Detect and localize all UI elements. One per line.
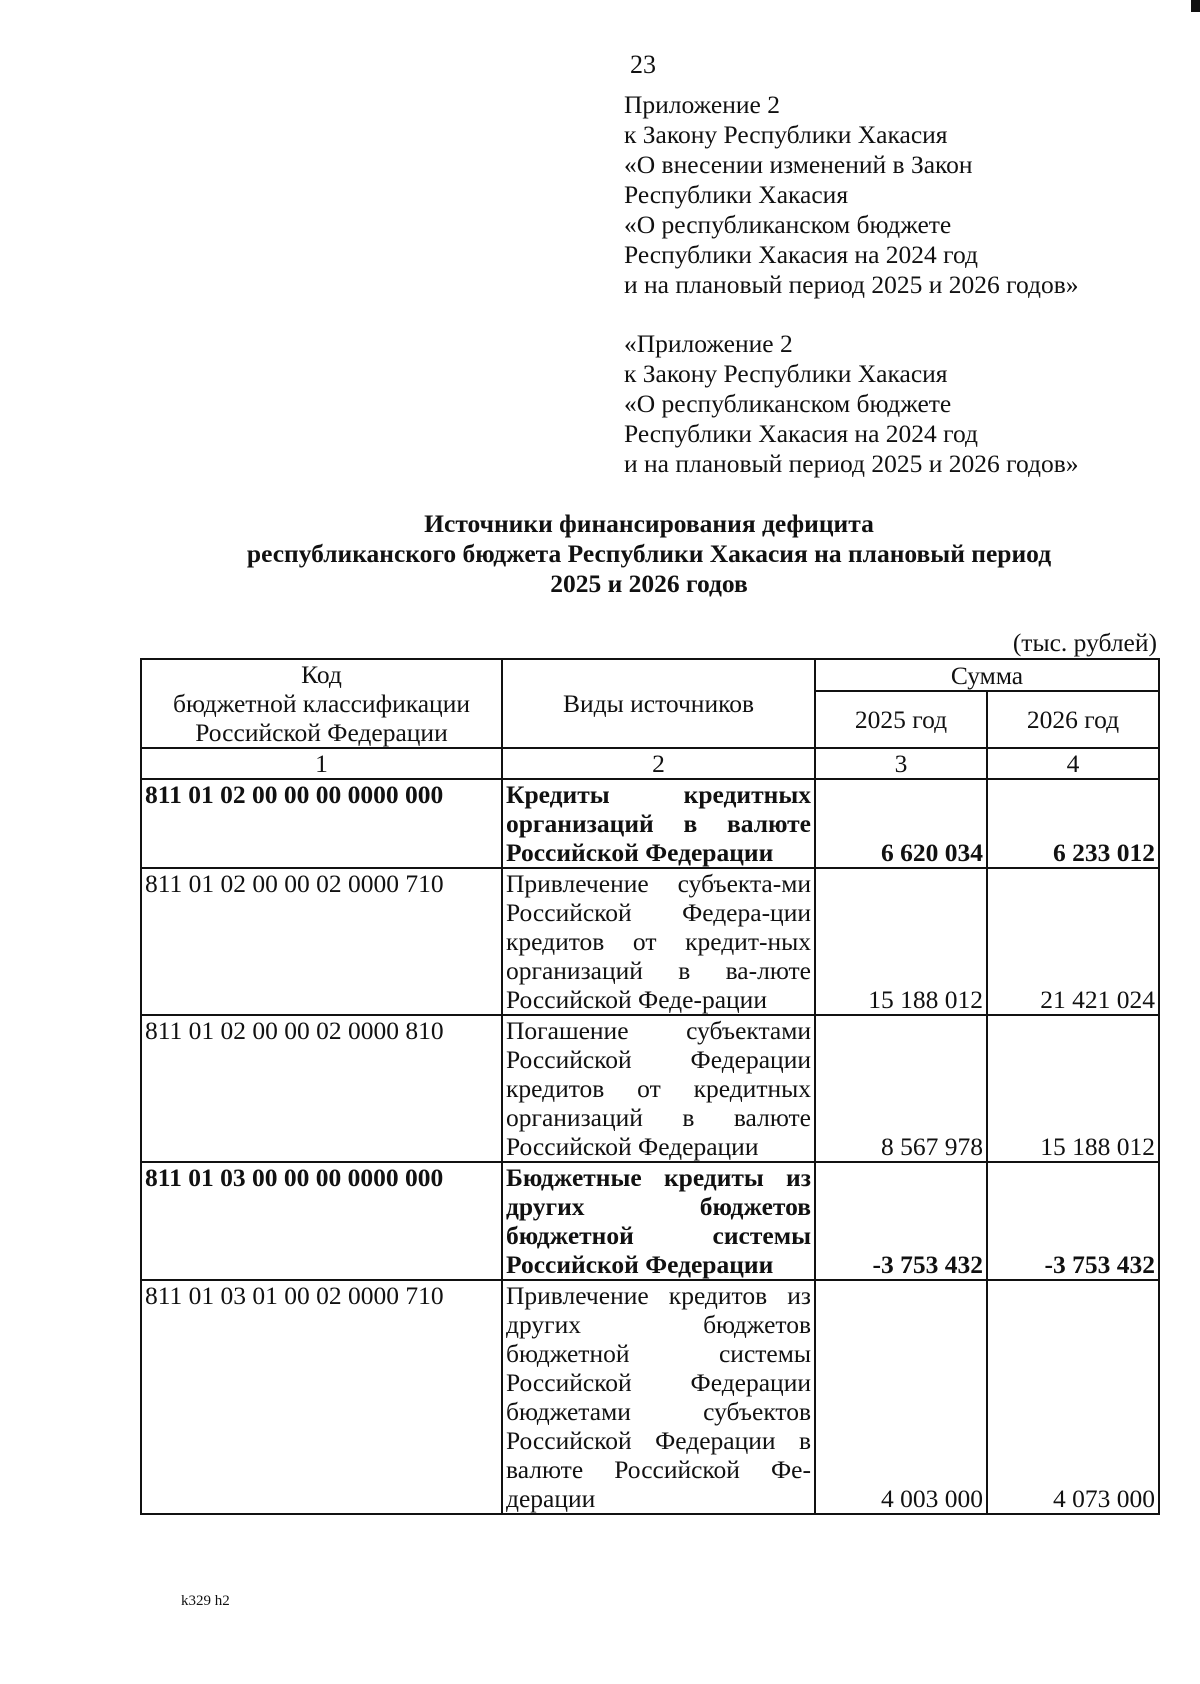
header-types: Виды источников <box>502 659 815 748</box>
row-amount-2026: 4 073 000 <box>987 1280 1159 1514</box>
header-code-line: Российской Федерации <box>195 718 448 747</box>
title-line: республиканского бюджета Республики Хакасия на плановый период <box>246 539 1052 568</box>
table-row <box>141 868 1159 1015</box>
inner-annex-line: «О республиканском бюджете <box>624 389 952 418</box>
table-row <box>141 1015 1159 1162</box>
row-amount-2026: 6 233 012 <box>987 779 1159 868</box>
table-row <box>141 1280 1159 1514</box>
document-title <box>140 509 1158 599</box>
title-line: 2025 и 2026 годов <box>550 569 748 598</box>
column-number: 4 <box>987 748 1159 779</box>
inner-annex-line: к Закону Республики Хакасия <box>624 359 948 388</box>
inner-annex-line: Республики Хакасия на 2024 год <box>624 419 978 448</box>
row-description: Кредиты кредитных организаций в валюте Российской Федерации <box>502 779 815 868</box>
annex-block <box>624 90 1079 479</box>
column-numbers-row <box>141 748 1159 779</box>
row-amount-2025: 4 003 000 <box>815 1280 987 1514</box>
row-amount-2026: 15 188 012 <box>987 1015 1159 1162</box>
row-amount-2025: 8 567 978 <box>815 1015 987 1162</box>
page-number: 23 <box>630 50 656 79</box>
header-sum: Сумма <box>815 659 1159 691</box>
row-code: 811 01 02 00 00 02 0000 710 <box>141 868 502 1015</box>
row-code: 811 01 02 00 00 00 0000 000 <box>141 779 502 868</box>
header-year-2025: 2025 год <box>815 691 987 748</box>
row-code: 811 01 02 00 00 02 0000 810 <box>141 1015 502 1162</box>
header-code <box>141 659 502 748</box>
annex-line: «О республиканском бюджете <box>624 210 952 239</box>
column-number: 2 <box>502 748 815 779</box>
sources-table <box>140 658 1160 1515</box>
table-header-row <box>141 659 1159 691</box>
row-amount-2025: 6 620 034 <box>815 779 987 868</box>
unit-label: (тыс. рублей) <box>1012 628 1157 657</box>
row-amount-2025: -3 753 432 <box>815 1162 987 1280</box>
column-number: 3 <box>815 748 987 779</box>
row-amount-2026: 21 421 024 <box>987 868 1159 1015</box>
row-code: 811 01 03 00 00 00 0000 000 <box>141 1162 502 1280</box>
row-description: Бюджетные кредиты из других бюджетов бюджетной системы Российской Федерации <box>502 1162 815 1280</box>
row-description: Привлечение субъекта-ми Российской Федера-ции кредитов от кредит-ных организаций в ва-люте Российской Феде-рации <box>502 868 815 1015</box>
title-line: Источники финансирования дефицита <box>424 509 874 538</box>
scan-edge-mark <box>1191 0 1200 12</box>
annex-line: к Закону Республики Хакасия <box>624 120 948 149</box>
row-amount-2026: -3 753 432 <box>987 1162 1159 1280</box>
annex-line: и на плановый период 2025 и 2026 годов» <box>624 270 1079 299</box>
row-description: Погашение субъектами Российской Федерации кредитов от кредитных организаций в валюте Российской Федерации <box>502 1015 815 1162</box>
row-amount-2025: 15 188 012 <box>815 868 987 1015</box>
header-year-2026: 2026 год <box>987 691 1159 748</box>
row-description: Привлечение кредитов из других бюджетов бюджетной системы Российской Федерации бюджетами субъектов Российской Федерации в валюте Российской Фе-дерации <box>502 1280 815 1514</box>
header-code-line: бюджетной классификации <box>172 689 470 718</box>
annex-line: Приложение 2 <box>624 90 780 119</box>
annex-line: Республики Хакасия <box>624 180 849 209</box>
annex-line: «О внесении изменений в Закон <box>624 150 973 179</box>
table-row <box>141 1162 1159 1280</box>
inner-annex-line: «Приложение 2 <box>624 329 793 358</box>
column-number: 1 <box>141 748 502 779</box>
footer-document-code: k329 h2 <box>181 1593 230 1609</box>
row-code: 811 01 03 01 00 02 0000 710 <box>141 1280 502 1514</box>
annex-line: Республики Хакасия на 2024 год <box>624 240 978 269</box>
header-code-line: Код <box>301 660 342 689</box>
inner-annex-line: и на плановый период 2025 и 2026 годов» <box>624 449 1079 478</box>
table-row <box>141 779 1159 868</box>
